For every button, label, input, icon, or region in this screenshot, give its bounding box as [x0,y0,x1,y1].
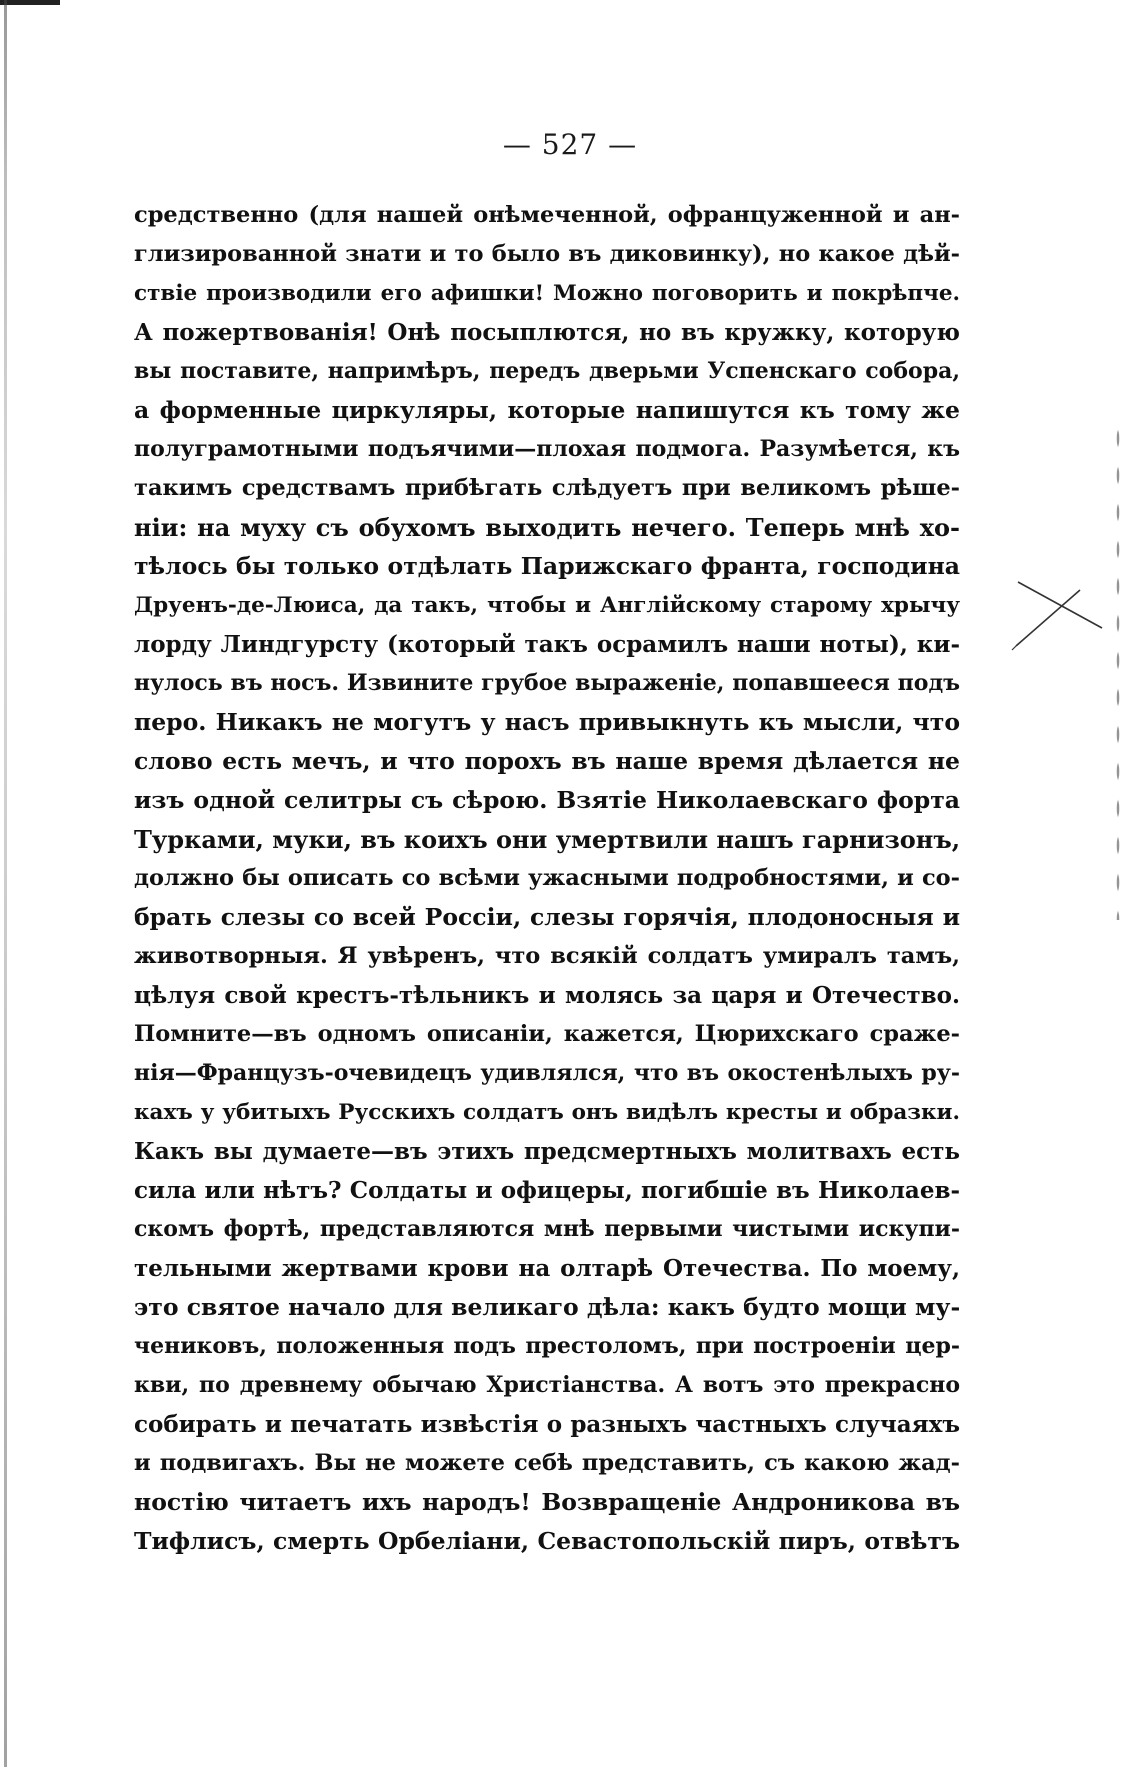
text-line: скомъ фортѣ, представляются мнѣ первыми чистыми искупи- [134,1216,960,1242]
text-line: тѣлось бы только отдѣлать Парижскаго франта, господина [134,552,960,580]
text-line: брать слезы со всей Россіи, слезы горячія, плодоносныя и [134,903,960,931]
text-line: кви, по древнему обычаю Христіанства. А вотъ это прекрасно [134,1372,960,1398]
text-line: перо. Никакъ не могутъ у насъ привыкнуть къ мысли, что [134,708,960,736]
text-line: слово есть мечъ, и что порохъ въ наше время дѣлается не [134,747,960,775]
text-line: нія—Французъ-очевидецъ удивлялся, что въ окостенѣлыхъ ру- [134,1060,960,1086]
text-line: вы поставите, напримѣръ, передъ дверьми Успенскаго собора, [134,358,960,384]
text-line: и подвигахъ. Вы не можете себѣ представить, съ какою жад- [134,1450,960,1476]
text-line: должно бы описать со всѣми ужасными подробностями, и со- [134,865,960,891]
text-line: Друенъ-де-Люиса, да такъ, чтобы и Англійскому старому хрычу [134,593,960,618]
text-line: Тифлисъ, смерть Орбеліани, Севастопольскій пиръ, отвѣтъ [134,1527,960,1555]
text-line: это святое начало для великаго дѣла: какъ будто мощи му- [134,1293,961,1321]
text-line: изъ одной селитры съ сѣрою. Взятіе Николаевскаго форта [134,786,960,814]
text-line: нулось въ носъ. Извините грубое выраженіе, попавшееся подъ [134,670,960,696]
text-line: тельными жертвами крови на олтарѣ Отечества. По моему, [134,1255,960,1282]
handwritten-margin-mark [1010,580,1110,660]
scan-dots-right [1115,420,1121,920]
page-number: — 527 — [502,128,638,161]
text-line: а форменные циркуляры, которые напишутся къ тому же [134,396,960,424]
text-line: такимъ средствамъ прибѣгать слѣдуетъ при великомъ рѣше- [134,475,960,501]
text-line: ніи: на муху съ обухомъ выходить нечего. Теперь мнѣ хо- [134,513,960,542]
text-line: Помните—въ одномъ описаніи, кажется, Цюрихскаго сраже- [134,1021,960,1047]
text-line: цѣлуя свой крестъ-тѣльникъ и молясь за царя и Отечество. [134,982,960,1009]
text-line: полуграмотными подъячими—плохая подмога. Разумѣется, къ [134,436,960,462]
text-line: собирать и печатать извѣстія о разныхъ частныхъ случаяхъ [134,1411,960,1438]
text-line: чениковъ, положенныя подъ престоломъ, при построеніи цер- [134,1333,960,1359]
text-line: сила или нѣтъ? Солдаты и офицеры, погибшіе въ Николаев- [134,1177,960,1204]
text-line: глизированной знати и то было въ диковинку), но какое дѣй- [134,241,960,267]
text-line: ностію читаетъ ихъ народъ! Возвращеніе Андроникова въ [134,1488,960,1516]
text-line: Какъ вы думаете—въ этихъ предсмертныхъ молитвахъ есть [134,1138,960,1165]
text-line: животворныя. Я увѣренъ, что всякій солдатъ умиралъ тамъ, [134,943,960,969]
text-line: ствіе производили его афишки! Можно поговорить и покрѣпче. [134,281,960,306]
text-line: средственно (для нашей онѣмеченной, офранцуженной и ан- [134,202,960,228]
text-line: кахъ у убитыхъ Русскихъ солдатъ онъ видѣлъ кресты и образки. [134,1100,960,1125]
scan-edge-top [0,0,60,5]
body-text [134,196,960,1561]
scan-edge-left [4,0,7,1767]
text-line: А пожертвованія! Онѣ посыплются, но въ кружку, которую [134,319,960,346]
text-line: Турками, муки, въ коихъ они умертвили нашъ гарнизонъ, [134,825,961,854]
text-line: лорду Линдгурсту (который такъ осрамилъ наши ноты), ки- [134,631,960,658]
